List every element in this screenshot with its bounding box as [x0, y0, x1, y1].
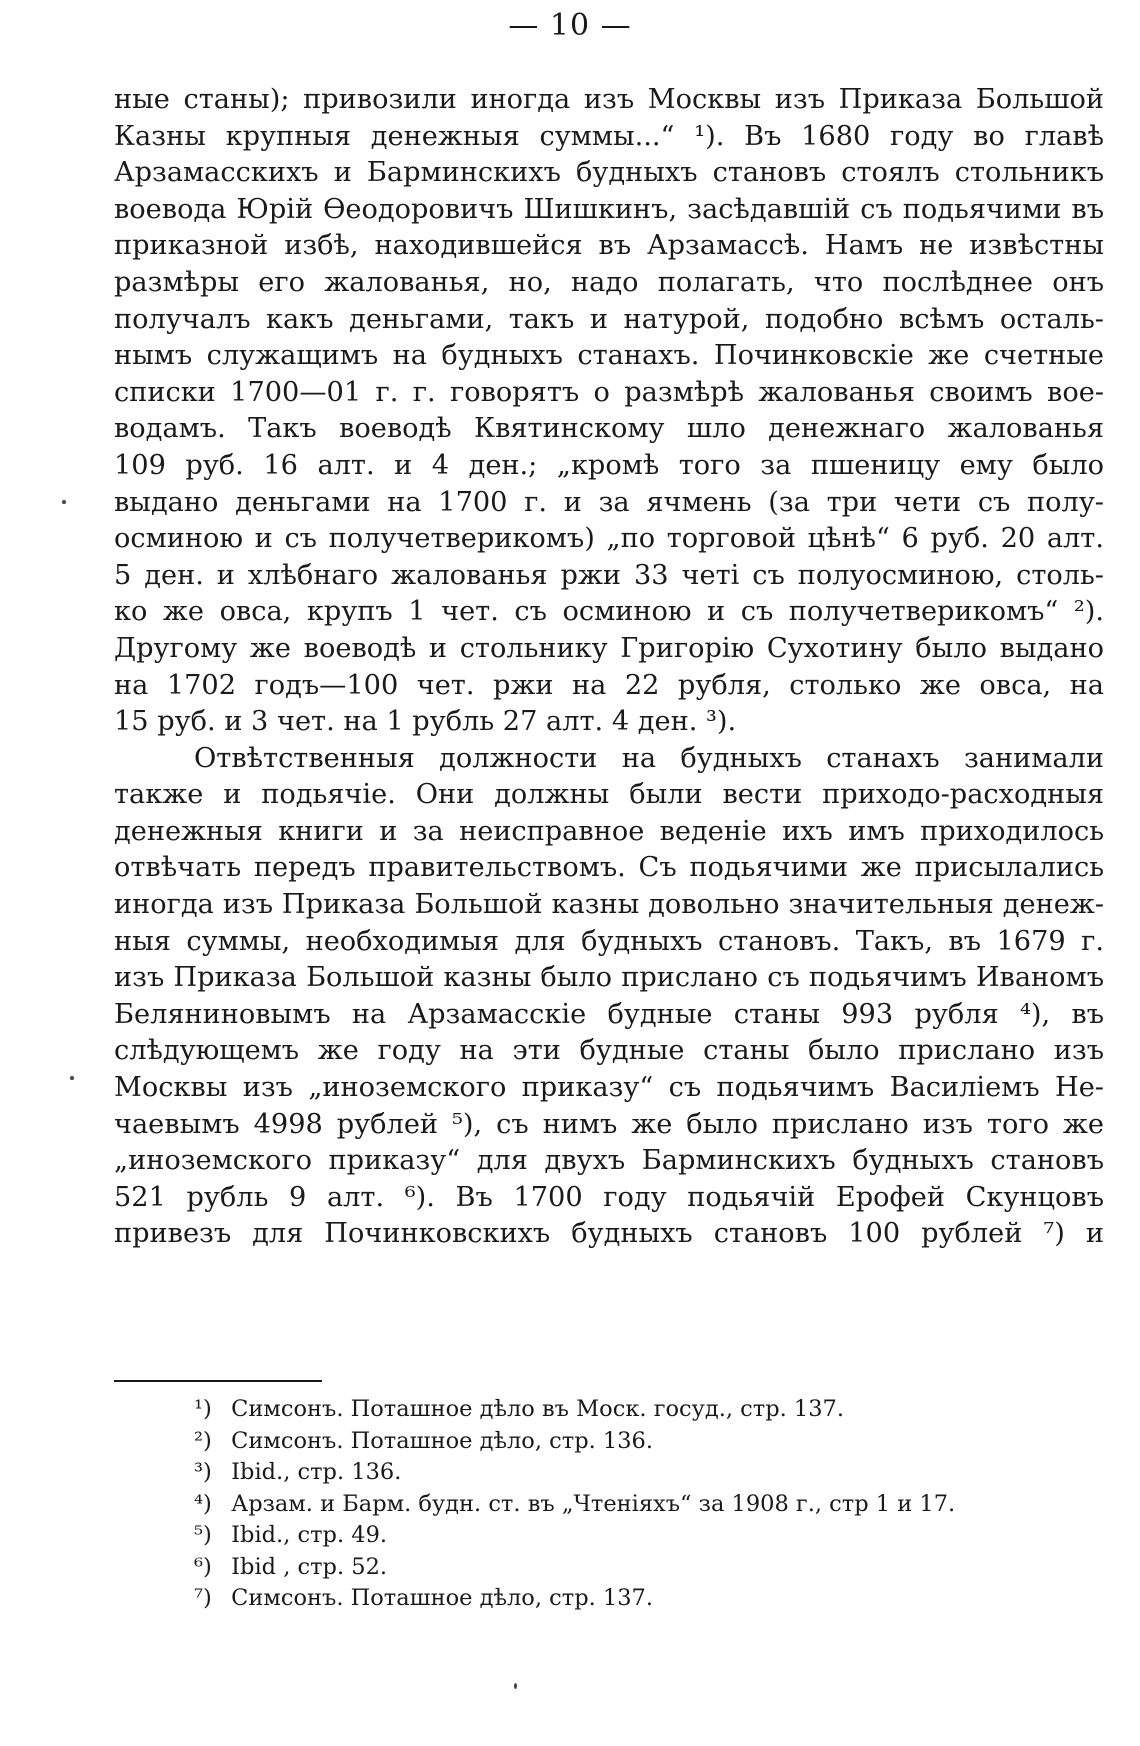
footnote-mark: ⁷)	[194, 1585, 212, 1611]
text-line: также и подьячіе. Они должны были вести приходо-расходныя	[114, 779, 1104, 811]
footnote-text: Ibid , стр. 52.	[231, 1553, 388, 1580]
text-line: Беляниновымъ на Арзамасскіе будные станы 993 рубля ⁴), въ	[114, 998, 1104, 1030]
footnote-text: Ibid., стр. 136.	[231, 1459, 402, 1485]
text-line: ные станы); привозили иногда изъ Москвы изъ Приказа Большой	[114, 84, 1104, 115]
page-number: — 10 —	[508, 8, 632, 43]
text-line: воевода Юрій Өеодоровичъ Шишкинъ, засѣдавшій съ подьячими въ	[114, 193, 1104, 225]
footnote-mark: ²)	[194, 1427, 212, 1454]
text-line: водамъ. Такъ воеводѣ Квятинскому шло денежнаго жалованья	[114, 413, 1104, 445]
footnote	[194, 1552, 1094, 1584]
footnote	[194, 1489, 1094, 1521]
body-text	[114, 82, 1104, 1253]
text-line: 521 рубль 9 алт. ⁶). Въ 1700 году подьячій Ерофей Скунцовъ	[114, 1181, 1104, 1213]
text-line: 109 руб. 16 алт. и 4 ден.; „кромѣ того за пшеницу ему было	[114, 449, 1104, 481]
footnote-text: Симсонъ. Поташное дѣло, стр. 136.	[231, 1427, 654, 1454]
footnote-mark: ¹)	[194, 1396, 212, 1422]
footnote-mark: ³)	[194, 1459, 212, 1485]
text-line: иногда изъ Приказа Большой казны довольно значительныя денеж-	[114, 889, 1104, 921]
text-line: денежныя книги и за неисправное веденіе ихъ имъ приходилось	[114, 815, 1104, 847]
text-line: Казны крупныя денежныя суммы...“ ¹). Въ 1680 году во главѣ	[114, 120, 1104, 152]
text-line: привезъ для Починковскихъ будныхъ становъ 100 рублей ⁷) и	[114, 1218, 1104, 1250]
scan-speck	[70, 1076, 74, 1080]
text-line: Другому же воеводѣ и стольнику Григорію Сухотину было выдано	[114, 632, 1104, 664]
footnote	[194, 1520, 1094, 1552]
text-line: чаевымъ 4998 рублей ⁵), съ нимъ же было прислано изъ того же	[114, 1108, 1104, 1140]
text-line: ныя суммы, необходимыя для будныхъ становъ. Такъ, въ 1679 г.	[114, 925, 1104, 957]
footnotes	[194, 1394, 1094, 1615]
text-line: изъ Приказа Большой казны было прислано съ подьячимъ Иваномъ	[114, 962, 1104, 994]
text-line: списки 1700—01 г. г. говорятъ о размѣрѣ жалованья своимъ вое-	[114, 376, 1104, 408]
footnote	[194, 1457, 1094, 1489]
text-line: 5 ден. и хлѣбнаго жалованья ржи 33 четі съ полуосминою, столь-	[114, 559, 1104, 591]
footnote-text: Ibid., стр. 49.	[231, 1522, 388, 1548]
footnote	[194, 1583, 1094, 1615]
text-line: получалъ какъ деньгами, такъ и натурой, подобно всѣмъ осталь-	[114, 303, 1104, 335]
footnote-text: Арзам. и Барм. будн. ст. въ „Чтеніяхъ“ за 1908 г., стр 1 и 17.	[231, 1490, 956, 1517]
footnote-mark: ⁴)	[194, 1490, 212, 1517]
scan-speck	[514, 1683, 517, 1689]
paragraph-start-line: Отвѣтственныя должности на будныхъ станахъ занимали	[194, 742, 1104, 774]
footnote-mark: ⁵)	[194, 1522, 212, 1548]
footnote-mark: ⁶)	[194, 1553, 212, 1580]
text-line: „иноземского приказу“ для двухъ Барминскихъ будныхъ становъ	[114, 1145, 1104, 1177]
paragraph-end-line: 15 руб. и 3 чет. на 1 рубль 27 алт. 4 ден. ³).	[114, 706, 737, 738]
text-line: отвѣчать передъ правительствомъ. Съ подьячими же присылались	[114, 852, 1104, 884]
text-line: Арзамасскихъ и Барминскихъ будныхъ становъ стоялъ стольникъ	[114, 157, 1104, 189]
footnote	[194, 1426, 1094, 1458]
footnote	[194, 1394, 1094, 1426]
text-line: на 1702 годъ—100 чет. ржи на 22 рубля, столько же овса, на	[114, 669, 1104, 701]
text-line: приказной избѣ, находившейся въ Арзамассѣ. Намъ не извѣстны	[114, 230, 1104, 262]
text-line: ко же овса, крупъ 1 чет. съ осминою и съ получетверикомъ“ ²).	[114, 596, 1104, 628]
text-line: Москвы изъ „иноземского приказу“ съ подьячимъ Василіемъ Не-	[114, 1072, 1104, 1104]
text-line: нымъ служащимъ на будныхъ станахъ. Починковскіе же счетные	[114, 340, 1104, 372]
scan-speck	[62, 500, 66, 504]
footnote-text: Симсонъ. Поташное дѣло, стр. 137.	[231, 1585, 654, 1611]
text-line: осминою и съ получетверикомъ) „по торговой цѣнѣ“ 6 руб. 20 алт.	[114, 523, 1104, 555]
footnote-separator	[114, 1380, 322, 1382]
text-line: выдано деньгами на 1700 г. и за ячмень (за три чети съ полу-	[114, 486, 1104, 518]
text-line: размѣры его жалованья, но, надо полагать, что послѣднее онъ	[114, 266, 1104, 298]
text-line: слѣдующемъ же году на эти будные станы было прислано изъ	[114, 1035, 1104, 1067]
footnote-text: Симсонъ. Поташное дѣло въ Моск. госуд., стр. 137.	[231, 1396, 845, 1422]
